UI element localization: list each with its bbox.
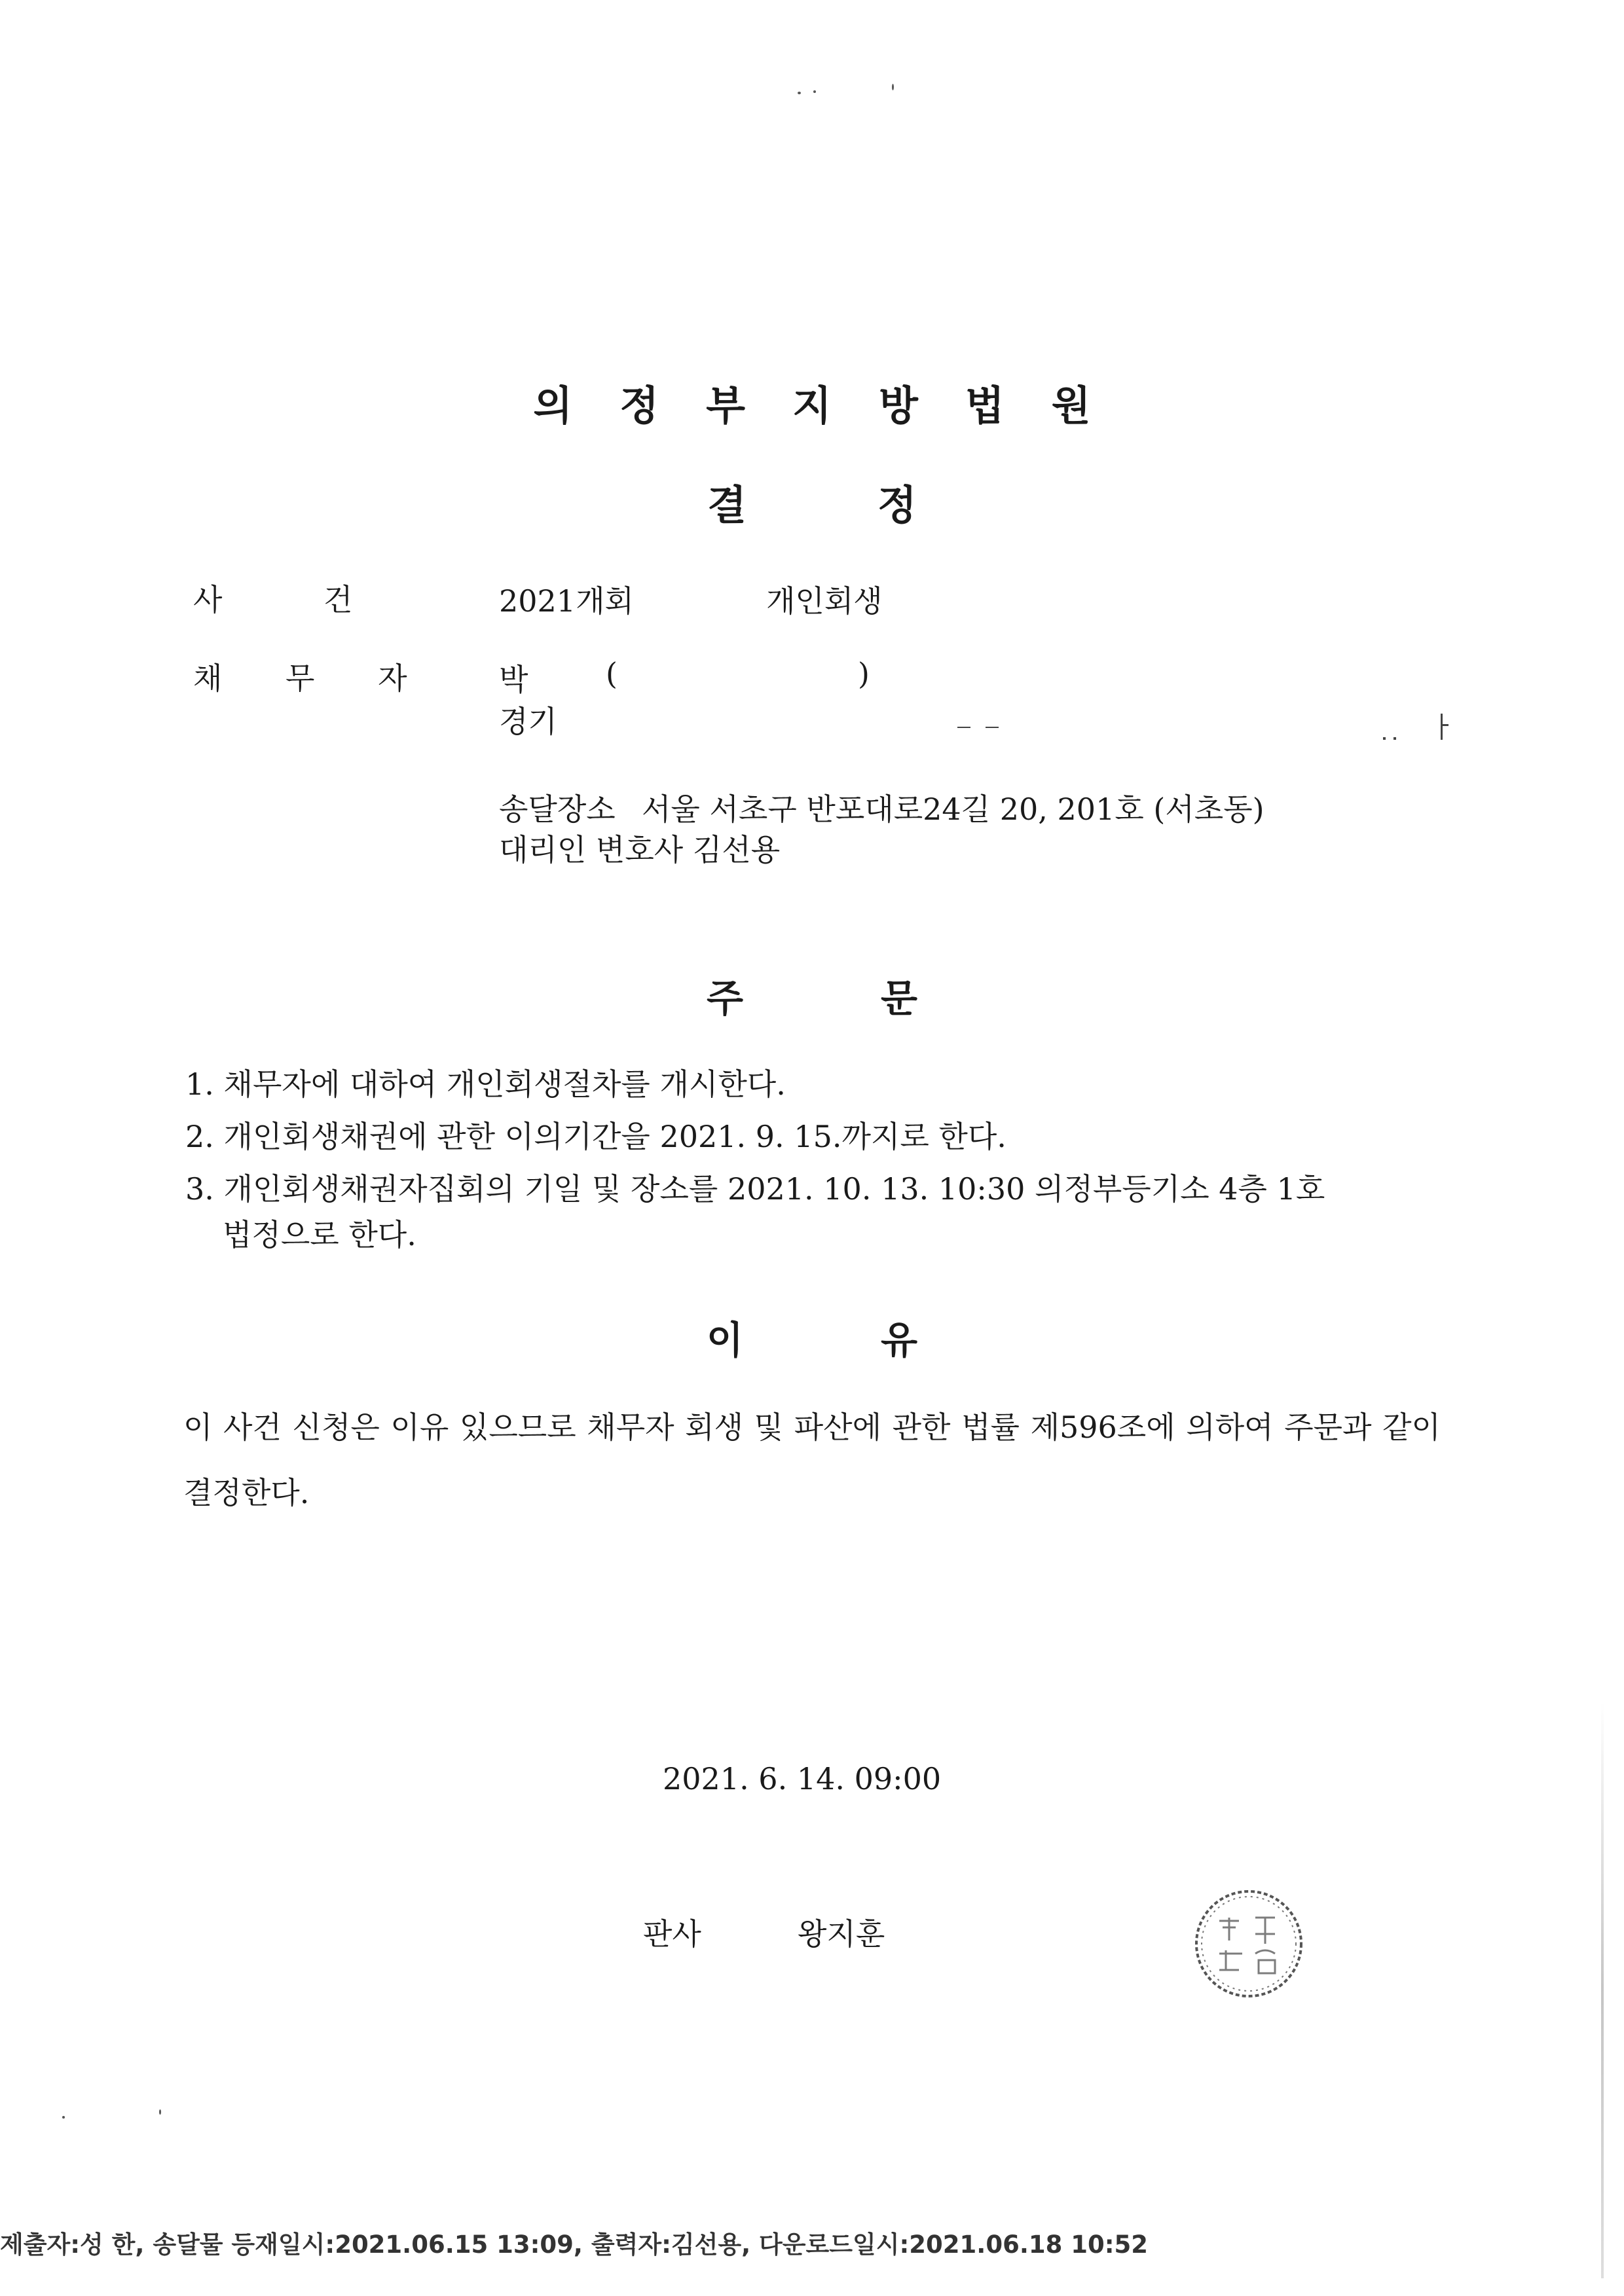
decision-date: 2021. 6. 14. 09:00	[663, 1761, 942, 1796]
reason-text: 이 사건 신청은 이유 있으므로 채무자 회생 및 파산에 관한 법률 제596조에 의하여 주문과 같이 결정한다.	[183, 1410, 1441, 1510]
case-type: 개인회생	[766, 583, 883, 619]
debtor-address: 경기	[499, 704, 557, 739]
attorney: 대리인 변호사 김선용	[499, 832, 781, 867]
order-item-3-cont: 법정으로 한다.	[223, 1217, 416, 1252]
scan-speck	[62, 2116, 65, 2119]
footer-metadata: 제출자:성 한, 송달물 등재일시:2021.06.15 13:09, 출력자:김선용, 다운로드일시:2021.06.18 10:52	[0, 2231, 1149, 2259]
scan-speck	[798, 92, 801, 94]
order-item-3: 3. 개인회생채권자집회의 기일 및 장소를 2021. 10. 13. 10:30 의정부등기소 4층 1호	[185, 1171, 1325, 1207]
scan-speck	[892, 84, 894, 90]
debtor-paren-close: )	[858, 656, 870, 691]
debtor-label: 채 무 자	[193, 661, 407, 696]
court-name: 의정부지방법원	[533, 382, 1138, 429]
redaction-mark	[1441, 714, 1443, 740]
redaction-dash	[957, 727, 970, 728]
case-label: 사 건	[193, 582, 353, 617]
redaction-dash	[986, 727, 999, 728]
court-seal-icon	[1193, 1888, 1304, 1999]
order-item-2: 2. 개인회생채권에 관한 이의기간을 2021. 9. 15.까지로 한다.	[185, 1119, 1006, 1154]
delivery-address: 서울 서초구 반포대로24길 20, 201호 (서초동)	[642, 792, 1264, 827]
judge-name: 왕지훈	[798, 1916, 885, 1952]
redaction-dot	[1383, 737, 1386, 740]
case-number: 2021개회	[499, 583, 634, 619]
scan-speck	[159, 2109, 161, 2115]
order-item-1: 1. 채무자에 대하여 개인회생절차를 개시한다.	[185, 1066, 786, 1102]
judge-title: 판사	[643, 1916, 701, 1952]
scan-edge-line	[1601, 1702, 1604, 2278]
document-title: 결정	[707, 481, 1048, 529]
redaction-mark	[1441, 724, 1449, 726]
debtor-paren-open: (	[606, 656, 618, 691]
redaction-dot	[1393, 737, 1396, 740]
debtor-name: 박	[499, 662, 528, 697]
delivery-label: 송달장소	[499, 792, 616, 827]
scan-speck	[813, 90, 816, 93]
order-heading: 주문	[706, 976, 1056, 1021]
reason-heading: 이유	[706, 1318, 1056, 1362]
